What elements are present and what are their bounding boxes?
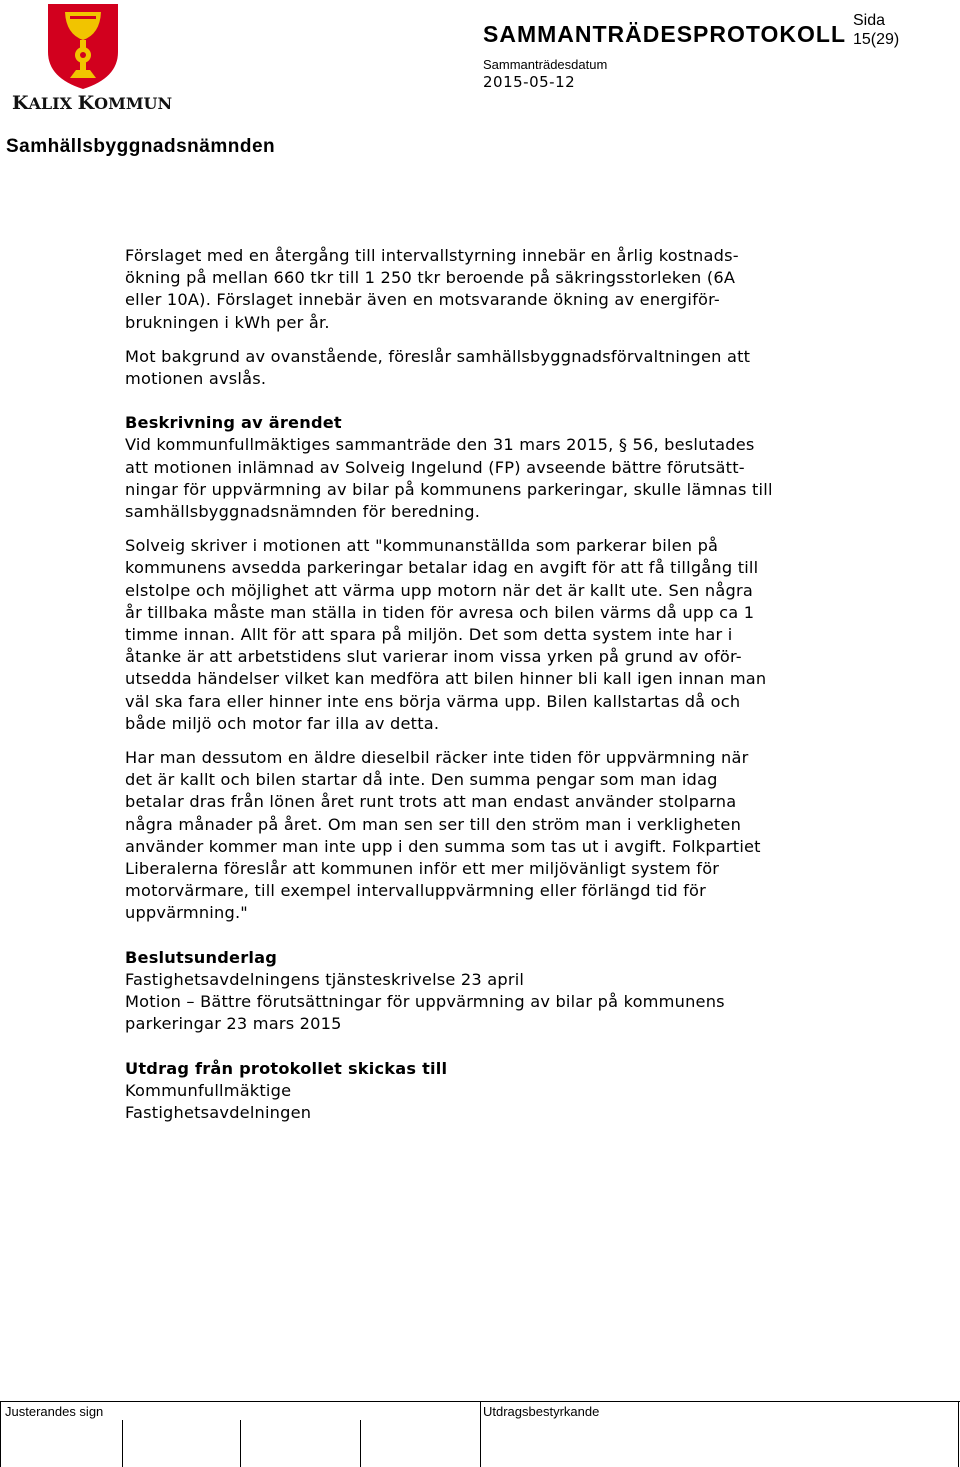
text-line: Solveig skriver i motionen att "kommunanställda som parkerar bilen på	[125, 536, 719, 556]
text-line: samhällsbyggnadsnämnden för beredning.	[125, 502, 481, 522]
meeting-date-label: Sammanträdesdatum	[483, 57, 608, 72]
text-line: Förslaget med en återgång till intervallstyrning innebär en årlig kostnads-	[125, 246, 739, 265]
text-line: använder kommer man inte upp i den summa som tas ut i avgift. Folkpartiet	[125, 836, 761, 856]
text-line: Vid kommunfullmäktiges sammanträde den 31 mars 2015, § 56, beslutades	[125, 435, 755, 455]
kalix-kommun-logo	[10, 0, 173, 115]
document-title: SAMMANTRÄDESPROTOKOLL	[483, 21, 847, 47]
section-heading: Utdrag från protokollet skickas till	[125, 1058, 448, 1078]
text-line: utsedda händelser vilket kan medföra att bilen hinner bli kall igen innan man	[125, 669, 767, 689]
paragraph	[125, 245, 865, 334]
page-label: Sida	[853, 12, 886, 29]
divider	[480, 1402, 481, 1467]
text-line: Fastighetsavdelningens tjänsteskrivelse 23 april	[125, 969, 525, 989]
paragraph	[125, 1080, 865, 1124]
text-line: några månader på året. Om man sen ser till den ström man i verkligheten	[125, 814, 742, 834]
paragraph	[125, 747, 865, 925]
text-line: brukningen i kWh per år.	[125, 312, 330, 332]
text-line: både miljö och motor far illa av detta.	[125, 713, 440, 733]
text-line: eller 10A). Förslaget innebär även en motsvarande ökning av energiför-	[125, 290, 720, 310]
text-line: kommunens avsedda parkeringar betalar idag en avgift för att få tillgång till	[125, 558, 759, 578]
text-line: ökning på mellan 660 tkr till 1 250 tkr beroende på säkringsstorleken (6A	[125, 268, 736, 288]
text-line: Kommunfullmäktige	[125, 1080, 292, 1100]
text-line: motionen avslås.	[125, 369, 267, 389]
section-heading: Beslutsunderlag	[125, 947, 278, 967]
text-line: uppvärmning."	[125, 903, 248, 923]
paragraph	[125, 346, 865, 390]
signature-footer	[0, 1401, 960, 1467]
text-line: att motionen inlämnad av Solveig Ingelund (FP) avseende bättre förutsätt-	[125, 457, 745, 477]
text-line: år tillbaka måste man ställa in tiden för avresa och bilen värms då upp ca 1	[125, 602, 755, 622]
text-line: det är kallt och bilen startar då inte. Den summa pengar som man idag	[125, 770, 718, 790]
paragraph	[125, 969, 865, 1036]
divider	[240, 1420, 241, 1467]
text-line: Motion – Bättre förutsättningar för uppvärmning av bilar på kommunens	[125, 992, 725, 1012]
text-line: ningar för uppvärmning av bilar på kommunens parkeringar, skulle lämnas till	[125, 479, 773, 499]
text-line: parkeringar 23 mars 2015	[125, 1014, 342, 1034]
text-line: väl ska fara eller hinner inte ens börja värma upp. Bilen kallstartas då och	[125, 691, 741, 711]
sign-label: Justerandes sign	[5, 1404, 104, 1419]
paragraph	[125, 535, 865, 735]
text-line: betalar dras från lönen året runt trots att man endast använder stolparna	[125, 792, 737, 812]
logo-wordmark: KALIX KOMMUN	[12, 92, 173, 114]
text-line: Mot bakgrund av ovanstående, föreslår samhällsbyggnadsförvaltningen att	[125, 346, 751, 366]
text-line: elstolpe och möjlighet att värma upp motorn när det är kallt ute. Sen några	[125, 580, 753, 600]
text-line: timme innan. Allt för att spara på miljön. Det som detta system inte har i	[125, 625, 733, 645]
committee-name: Samhällsbyggnadsnämnden	[6, 136, 276, 157]
divider	[360, 1420, 361, 1467]
text-line: motorvärmare, till exempel intervalluppvärmning eller förlängd tid för	[125, 881, 706, 901]
document-body	[125, 245, 865, 1124]
text-line: Liberalerna föreslår att kommunen inför ett mer miljövänligt system för	[125, 859, 720, 879]
meeting-date: 2015-05-12	[483, 73, 576, 91]
divider	[122, 1420, 123, 1467]
text-line: Har man dessutom en äldre dieselbil räcker inte tiden för uppvärmning när	[125, 748, 749, 768]
certification-label: Utdragsbestyrkande	[483, 1404, 600, 1419]
coat-of-arms-icon	[10, 0, 160, 92]
section-heading: Beskrivning av ärendet	[125, 413, 342, 433]
divider	[958, 1402, 959, 1467]
paragraph	[125, 434, 865, 523]
divider	[0, 1402, 1, 1467]
text-line: åtanke är att arbetstidens slut varierar inom vissa yrken på grund av oför-	[125, 647, 742, 667]
text-line: Fastighetsavdelningen	[125, 1102, 312, 1122]
page-number: 15(29)	[853, 31, 900, 48]
